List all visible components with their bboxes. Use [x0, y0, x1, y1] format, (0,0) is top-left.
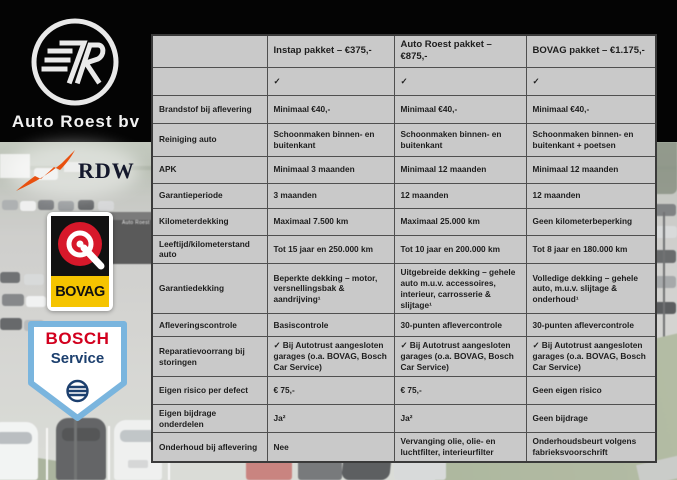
row-label: Eigen bijdrage onderdelen [152, 404, 267, 433]
table-cell: ✓ [394, 67, 526, 95]
row-label: Kilometerdekking [152, 208, 267, 235]
table-cell: Schoonmaken binnen- en buitenkant + poetsen [526, 123, 656, 156]
bosch-service-wordmark: Service [50, 350, 105, 367]
bovag-logo [47, 212, 113, 311]
column-header-instap: Instap pakket – €375,- [267, 35, 394, 67]
table-cell: Nee [267, 433, 394, 462]
table-cell: ✓ [526, 67, 656, 95]
table-cell: Beperkte dekking – motor, versnellingsbak & aandrijving¹ [267, 264, 394, 314]
table-cell: 30-punten aflevercontrole [526, 314, 656, 337]
table-row [152, 376, 656, 404]
bosch-service-logo [28, 321, 127, 422]
column-header-bovag: BOVAG pakket – €1.175,- [526, 35, 656, 67]
table-cell: 3 maanden [267, 183, 394, 208]
table-cell: ✓ [267, 67, 394, 95]
rdw-logo [14, 147, 138, 195]
table-cell: Minimaal €40,- [526, 95, 656, 123]
table-row [152, 235, 656, 264]
row-label: Leeftijd/kilometerstand auto [152, 235, 267, 264]
header-row [152, 35, 656, 67]
table-row [152, 208, 656, 235]
table-cell: 12 maanden [526, 183, 656, 208]
table-cell: Schoonmaken binnen- en buitenkant [394, 123, 526, 156]
table-cell: Tot 8 jaar en 180.000 km [526, 235, 656, 264]
table-row [152, 433, 656, 462]
auto-roest-7r-monogram-icon [44, 43, 103, 81]
table-cell: Basiscontrole [267, 314, 394, 337]
table-cell: Volledige dekking – gehele auto, m.u.v. slijtage & onderhoud¹ [526, 264, 656, 314]
bovag-wheel-key-icon [51, 216, 109, 276]
table-cell: Vervanging olie, olie- en luchtfilter, interieurfilter [394, 433, 526, 462]
bosch-wordmark-block [28, 329, 127, 367]
table-cell: Minimaal 3 maanden [267, 156, 394, 183]
bovag-wordmark: BOVAG [55, 283, 105, 300]
table-row [152, 156, 656, 183]
table-cell: Tot 10 jaar en 200.000 km [394, 235, 526, 264]
rdw-wing-icon [14, 148, 76, 194]
table-row [152, 337, 656, 376]
table-cell: € 75,- [394, 376, 526, 404]
row-label: Afleveringscontrole [152, 314, 267, 337]
table-cell: Geen eigen risico [526, 376, 656, 404]
table-cell: Uitgebreide dekking – gehele auto m.u.v. accessoires, interieur, carrosserie & slijtage¹ [394, 264, 526, 314]
rdw-wordmark: RDW [78, 158, 135, 183]
row-label: APK [152, 156, 267, 183]
table-row [152, 404, 656, 433]
bovag-wordmark-panel [51, 276, 109, 307]
table-cell: ✓ Bij Autotrust aangesloten garages (o.a. BOVAG, Bosch Car Service) [526, 337, 656, 376]
table-row [152, 314, 656, 337]
table-row [152, 123, 656, 156]
row-label: Eigen risico per defect [152, 376, 267, 404]
table-cell: Minimaal €40,- [267, 95, 394, 123]
table-cell: Tot 15 jaar en 250.000 km [267, 235, 394, 264]
table-cell: ✓ Bij Autotrust aangesloten garages (o.a. BOVAG, Bosch Car Service) [394, 337, 526, 376]
row-label: Brandstof bij aflevering [152, 95, 267, 123]
table-cell: Maximaal 7.500 km [267, 208, 394, 235]
table-cell: Minimaal 12 maanden [394, 156, 526, 183]
table-cell: ✓ Bij Autotrust aangesloten garages (o.a. BOVAG, Bosch Car Service) [267, 337, 394, 376]
column-header-auto-roest: Auto Roest pakket – €875,- [394, 35, 526, 67]
row-label [152, 67, 267, 95]
table-cell: € 75,- [267, 376, 394, 404]
bosch-wordmark: BOSCH [45, 329, 110, 348]
table-cell: Ja² [267, 404, 394, 433]
row-label: Garantieperiode [152, 183, 267, 208]
table-cell: Geen kilometerbeperking [526, 208, 656, 235]
bovag-emblem-panel [51, 216, 109, 276]
row-label: Onderhoud bij aflevering [152, 433, 267, 462]
table-cell: Geen bijdrage [526, 404, 656, 433]
table-cell: 30-punten aflevercontrole [394, 314, 526, 337]
building-sign: Auto Roest [122, 220, 150, 226]
table-row [152, 95, 656, 123]
row-label: Garantiedekking [152, 264, 267, 314]
dealer-name: Auto Roest bv [11, 112, 141, 131]
table-cell: Minimaal €40,- [394, 95, 526, 123]
table-row [152, 67, 656, 95]
auto-roest-logo [28, 15, 122, 109]
table-row [152, 183, 656, 208]
table-row [152, 264, 656, 314]
row-label: Reiniging auto [152, 123, 267, 156]
table-cell: Schoonmaken binnen- en buitenkant [267, 123, 394, 156]
table-cell: Ja² [394, 404, 526, 433]
row-label: Reparatievoorrang bij storingen [152, 337, 267, 376]
table-cell: Onderhoudsbeurt volgens fabrieksvoorschrift [526, 433, 656, 462]
table-cell: Maximaal 25.000 km [394, 208, 526, 235]
column-header-empty [152, 35, 267, 67]
comparison-table [151, 34, 657, 463]
table-cell: 12 maanden [394, 183, 526, 208]
table-cell: Minimaal 12 maanden [526, 156, 656, 183]
